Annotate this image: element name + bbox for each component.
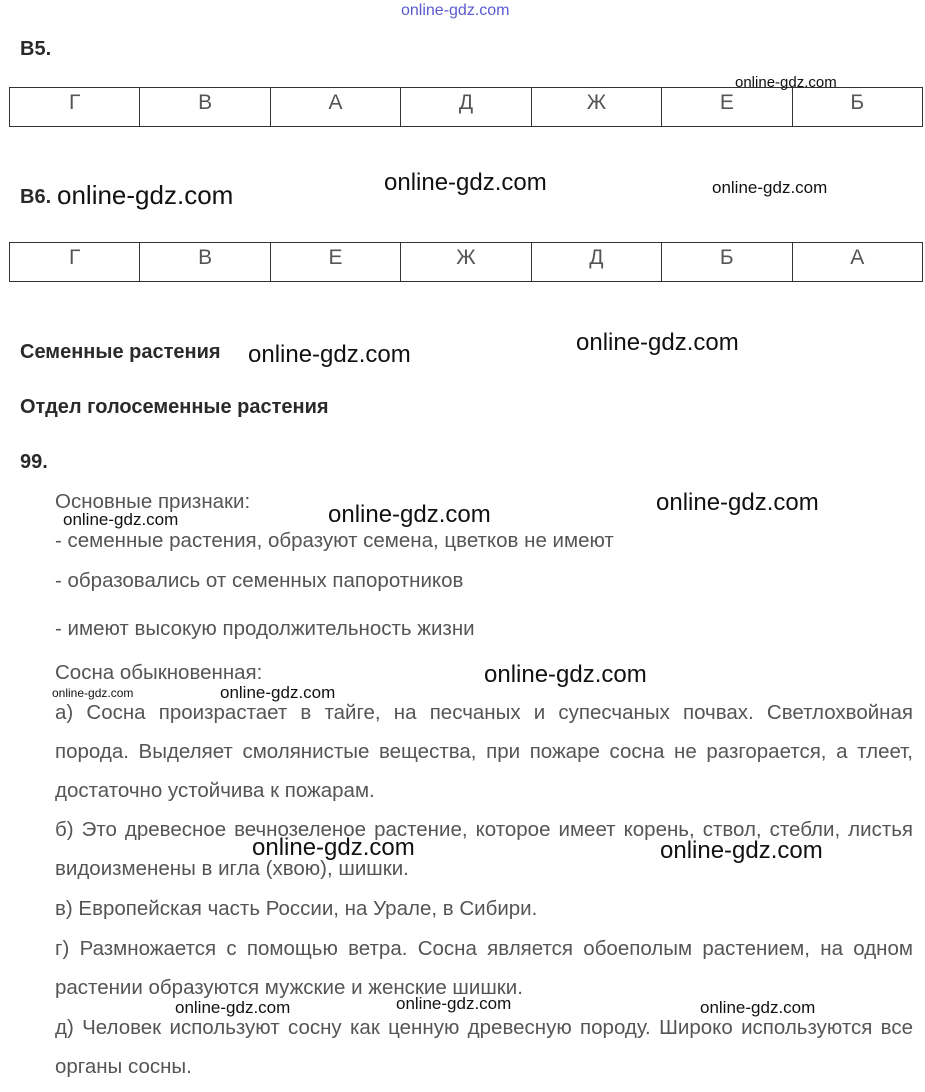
watermark: online-gdz.com [660,837,823,864]
watermark: online-gdz.com [656,489,819,516]
b6-label: B6. [20,186,52,208]
pine-title: Сосна обыкновенная: [55,661,263,684]
watermark: online-gdz.com [484,661,647,688]
b5-cell: В [140,88,270,127]
b6-cell: Б [662,243,792,282]
section-title: Семенные растения [20,341,221,363]
watermark: online-gdz.com [57,180,234,210]
pine-paragraph-b: б) Это древесное вечнозеленое растение, которое имеет корень, ствол, стебли, листья видоизменены в игла (хвою), шишки. [55,818,913,880]
pine-paragraph-d: г) Размножается с помощью ветра. Сосна является обоеполым растением, на одном растении образуются мужские и женские шишки. [55,937,913,999]
watermark: online-gdz.com [396,994,512,1013]
feature-item: - семенные растения, образуют семена, цветков не имеют [55,529,614,552]
table-row [10,243,923,282]
pine-paragraph-c: в) Европейская часть России, на Урале, в Сибири. [55,897,538,920]
feature-item: - имеют высокую продолжительность жизни [55,617,475,640]
b5-cell: Б [792,88,922,127]
watermark: online-gdz.com [576,329,739,356]
b5-cell: Ж [531,88,661,127]
watermark: online-gdz.com [384,169,547,196]
table-row [10,88,923,127]
watermark: online-gdz.com [52,686,134,700]
watermark: online-gdz.com [175,998,291,1017]
watermark: online-gdz.com [248,341,411,368]
b5-cell: А [270,88,400,127]
b5-cell: Д [401,88,531,127]
pine-paragraph-e: д) Человек используют сосну как ценную древесную породу. Широко используются все органы сосны. [55,1016,913,1078]
b5-answer-table [9,87,923,127]
b6-answer-table [9,242,923,282]
task-number: 99. [20,451,48,473]
watermark: online-gdz.com [700,998,816,1017]
b6-cell: А [792,243,922,282]
pine-paragraph-a: а) Сосна произрастает в тайге, на песчаных и супесчаных почвах. Светлохвойная порода. Выделяет смолянистые вещества, при пожаре сосна не разгорается, а тлеет, достаточно устойчива к пожарам. [55,701,913,802]
watermark: online-gdz.com [712,178,828,197]
features-title: Основные признаки: [55,490,251,513]
b6-cell: Д [531,243,661,282]
b6-cell: Ж [401,243,531,282]
feature-item: - образовались от семенных папоротников [55,569,464,592]
subsection-title: Отдел голосеменные растения [20,396,329,418]
b6-cell: Г [10,243,140,282]
b5-cell: Г [10,88,140,127]
b5-label: B5. [20,38,52,60]
watermark: online-gdz.com [252,834,415,861]
watermark: online-gdz.com [63,510,179,529]
watermark: online-gdz.com [328,501,491,528]
header-watermark: online-gdz.com [401,2,510,19]
b6-cell: Е [270,243,400,282]
b5-cell: Е [662,88,792,127]
b6-cell: В [140,243,270,282]
watermark: online-gdz.com [220,683,336,702]
watermark: online-gdz.com [735,74,837,91]
